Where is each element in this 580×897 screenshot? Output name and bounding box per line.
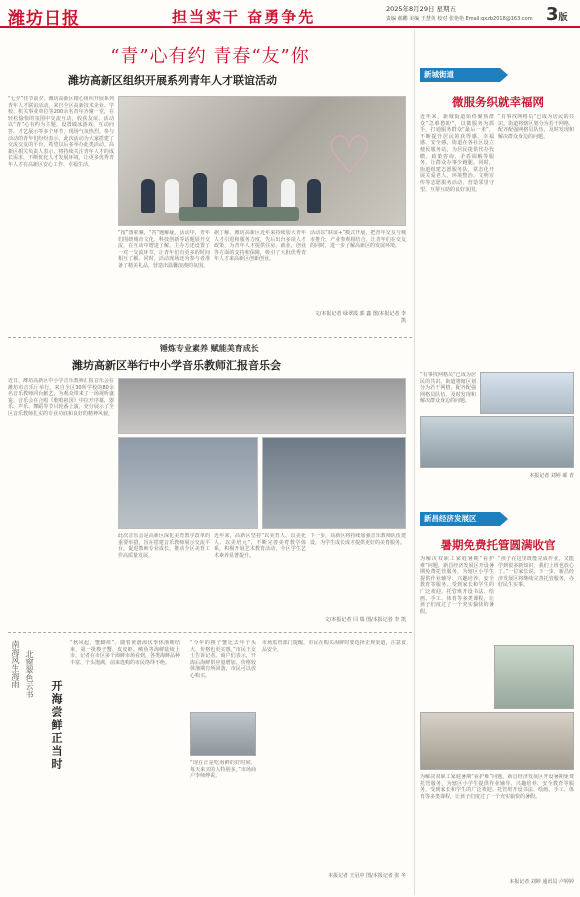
page-number: 3版 bbox=[546, 4, 568, 25]
article2-byline: 文/本报记者 闫 瑞 图/本报记者 李 凯 bbox=[324, 617, 406, 623]
singer-performance-photo bbox=[118, 437, 258, 529]
right-body-col4: 为解决双职工家庭暑期“看护难”问题，新昌经济发展区开设暑期免费托管服务，为辖区小学生提供作业辅导、兴趣培养、安全教育等服务，受到家长和学生的广泛欢迎。托管班开设书法、绘画、手工、体育等多类课程，让孩子们度过了一个充实愉快的暑假。 bbox=[420, 556, 494, 615]
piano-performance-photo bbox=[262, 437, 406, 529]
right-headline-1: 微服务织就幸福网 bbox=[452, 95, 544, 109]
right-body-col3: “有事找网格员”已成为居民的共识。街道将辖区划分为若干网格，配齐配强网格员队伍，及时发现和解决群众身边的问题。 bbox=[420, 372, 476, 405]
article1-byline: 文/本报记者 绿翠霞 郭 鑫 图/本报记者 李 凯 bbox=[314, 311, 406, 324]
column-divider bbox=[414, 30, 415, 895]
volunteer-activity-photo bbox=[420, 416, 574, 468]
article1-headline: “青”心有约 青春“友”你 bbox=[110, 46, 310, 67]
article3-byline: 本报记者 王冠中 图/本报记者 张 冬 bbox=[327, 873, 406, 879]
calligraphy-artwork: 南海风生海雨 北窗翠色云书 bbox=[11, 640, 34, 698]
article2-kicker: 锤炼专业素养 赋能美育成长 bbox=[160, 344, 259, 353]
article1-body-col3: 据了解，潍坊高新区近年来持续加大青年人才引进和服务力度，先后出台多项人才政策，为青年人才提供住房、就业、创业等方面的支持和保障，吸引了大批优秀青年人才来高新区创新创业。 bbox=[214, 230, 306, 263]
divider bbox=[8, 632, 412, 633]
section-label-xincheng: 新城街道 bbox=[420, 68, 500, 82]
choir-performance-photo bbox=[118, 378, 406, 434]
section-label-xinchang: 新昌经济发展区 bbox=[420, 512, 500, 526]
article2-body-col2: 此次音乐会是高新区深化美育教学改革的重要举措，旨在搭建音乐教师展示交流平台，促进教师专业成长，推动全区美育工作高质量发展。 bbox=[118, 533, 210, 559]
article3-body-col2: “今年的梭子蟹比去年个头大，价格也更实惠。”市民王女士告诉记者。商户们表示，开海后海鲜供应量增加，价格较休渔期有所回落，市民可以放心购买。 bbox=[190, 640, 256, 679]
issue-date: 2025年8月29日 星期五 bbox=[386, 5, 457, 13]
article2-headline: 潍坊高新区举行中小学音乐教师汇报音乐会 bbox=[72, 359, 281, 372]
right-headline-2: 暑期免费托管圆满收官 bbox=[440, 538, 556, 552]
article2-body-col4: 下一步，高新区将持续加强音乐教师队伍建设，为学生成长成才提供更好的美育服务。 bbox=[310, 533, 406, 546]
article1-body-col1: “七夕”佳节前夕，潍坊高新区精心组织开展系列青年人才联谊活动，来自全区高新技术企业、学校、机关事业单位等200余名青年齐聚一堂，在轻松愉快的氛围中交流互动，收获友谊。活动以“青”心有约为主题，设置破冰游戏、互动问答、才艺展示等多个环节，现场气氛热烈。参与活动的青年们纷纷表示，此次活动为大家搭建了交流交友的平台，希望以后多举办此类活动。高新区相关负责人表示，将持续关注青年人才的成长需求，不断优化人才发展环境，让更多优秀青年人才在高新区安心工作、幸福生活。 bbox=[8, 96, 114, 168]
right-body-col1: 近年来，新城街道始终聚焦群众“急难愁盼”，以微服务为抓手，打通服务群众“最后一米”，不断提升居民的获得感、幸福感、安全感。街道在各社区设立便民服务站，为居民提供代办代缴、政策咨询、矛盾调解等服务，让群众办事少跑腿。同时，街道组建志愿服务队，常态化开展关爱老人、环境整治、文明宣传等志愿服务活动，营造邻里守望、互帮互助的良好氛围。 bbox=[420, 114, 494, 193]
article3-body-col4: 市场监管部门提醒，市民在购买海鲜时要选择正规渠道，注意食品安全。 bbox=[262, 640, 406, 653]
right-body-col5: “孩子在这里既能完成作业，又能学到很多新知识，我们上班也放心了。”一位家长说。下一步，新昌经济发展区将继续完善托管服务，办好民生实事。 bbox=[498, 556, 574, 589]
divider bbox=[8, 337, 412, 338]
childcare-class-photo bbox=[494, 645, 574, 709]
heart-icon: ♡ bbox=[326, 126, 373, 186]
article2-body-col1: 近日，潍坊高新区中小学音乐教师汇报音乐会在潍坊市音乐厅举行。来自全区30所学校的80余名音乐教师同台献艺，为观众带来了一场视听盛宴。音乐会在合唱《歌唱祖国》中拉开序幕，器乐、声乐、舞蹈等节目轮番上演，充分展示了全区音乐教师扎实的专业功底和良好的精神风貌。 bbox=[8, 378, 114, 417]
page-slogan: 担当实干 奋勇争先 bbox=[172, 8, 316, 26]
article1-subhead: 潍坊高新区组织开展系列青年人才联谊活动 bbox=[68, 74, 277, 87]
editor-line: 责编 郝鹏 美编 王慧英 校对 张艳艳 Email:qxzb2018@163.com bbox=[386, 16, 533, 22]
newspaper-logo: 潍坊日报 bbox=[8, 9, 80, 29]
article1-body-col4: 活动以“联谊+”模式开展，把青年交友与城市推介、产业参观相结合，让青年们在交友的同时，进一步了解高新区的发展环境。 bbox=[310, 230, 406, 250]
article3-headline: 开海尝鲜正当时 bbox=[50, 680, 63, 771]
right-body-col2: “有事找网格员”已成为居民的共识。街道将辖区划分为若干网格，配齐配强网格员队伍，及时发现和解决群众身边的问题。 bbox=[498, 114, 574, 140]
article3-body-col3: “现在正是吃海鲜的好时候，每天来买的人特别多。”市场商户李师傅说。 bbox=[190, 760, 256, 780]
right-byline-1: 本报记者 刘婷 郝 青 bbox=[529, 473, 574, 479]
community-service-photo bbox=[480, 372, 574, 414]
article2-body-col3: 近年来，高新区坚持“以美育人、以美化人、以美培元”，不断完善美育教学体系，积极开展艺术教育活动，全区学生艺术素养显著提升。 bbox=[214, 533, 306, 559]
seafood-market-photo bbox=[190, 712, 256, 756]
masthead bbox=[0, 0, 580, 28]
article3-body-col1: “秋风起，蟹脚痒”。随着黄渤海伏季休渔期结束，第一批梭子蟹、皮皮虾、鲅鱼等海鲜陆续上市。记者在市区多个海鲜市场看到，各类海鲜品种丰富、个头饱满，前来选购的市民络绎不绝。 bbox=[70, 640, 180, 666]
children-activity-photo bbox=[420, 712, 574, 770]
right-body-col6: 为解决双职工家庭暑期“看护难”问题，新昌经济发展区开设暑期免费托管服务，为辖区小学生提供作业辅导、兴趣培养、安全教育等服务，受到家长和学生的广泛欢迎。托管班开设书法、绘画、手工、体育等多类课程，让孩子们度过了一个充实愉快的暑假。 bbox=[420, 774, 574, 800]
article1-body-col2: “按”图索骥，“答”题解疑。活动中，青年们围绕城市文化、科技创新等话题展开交流，在互动中增进了解。主办方还设置了一对一交流环节，让青年们有更多的时间相互了解。同时，活动现场还为参与者准备了精美礼品，营造出温馨浪漫的氛围。 bbox=[118, 230, 210, 269]
right-byline-2: 本报记者 刘婷 通讯员 卢婷婷 bbox=[509, 879, 574, 885]
